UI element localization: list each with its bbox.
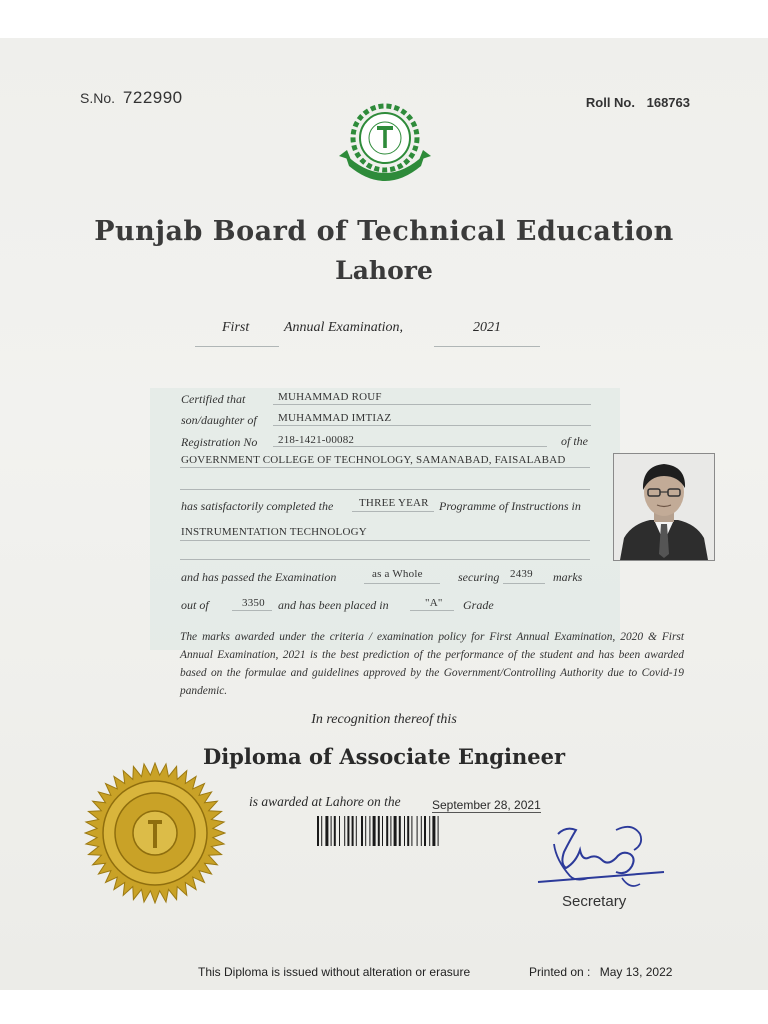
secretary-label: Secretary [562, 893, 627, 910]
printed-on-label: Printed on : [529, 965, 591, 979]
certified-label: Certified that [181, 392, 246, 406]
board-logo-icon [337, 100, 433, 184]
serial-number-label: S.No. [80, 90, 116, 106]
marks-label: marks [553, 570, 583, 584]
student-name-line [273, 404, 591, 405]
programme-duration: THREE YEAR [359, 497, 429, 509]
exam-year-line [434, 346, 540, 347]
roll-number [586, 95, 690, 110]
institution-line-2 [180, 489, 590, 490]
award-date: September 28, 2021 [432, 798, 541, 812]
completed-label: has satisfactorily completed the [181, 499, 334, 513]
programme-label: Programme of Instructions in [439, 499, 581, 513]
registration-label: Registration No [181, 435, 258, 449]
registration-line [273, 446, 547, 447]
passed-as: as a Whole [372, 568, 423, 580]
marks-obtained-line [503, 583, 545, 584]
grade-value: "A" [425, 597, 443, 609]
total-marks-line [232, 610, 272, 611]
institution-name: GOVERNMENT COLLEGE OF TECHNOLOGY, SAMANABAD, FAISALABAD [181, 454, 566, 466]
registration-number: 218-1421-00082 [278, 434, 355, 446]
programme-duration-line [352, 511, 434, 512]
total-marks: 3350 [242, 597, 265, 609]
board-city: Lahore [335, 256, 433, 285]
grade-line [410, 610, 454, 611]
student-photo [613, 453, 715, 561]
exam-sitting-line [195, 346, 279, 347]
student-name: MUHAMMAD ROUF [278, 391, 382, 403]
diploma-title: Diploma of Associate Engineer [202, 744, 566, 769]
exam-sitting: First [222, 320, 250, 335]
passed-label: and has passed the Examination [181, 570, 337, 584]
technology-line [180, 540, 590, 541]
award-label: is awarded at Lahore on the [249, 794, 401, 809]
exam-year: 2021 [473, 320, 501, 335]
board-title: Punjab Board of Technical Education [94, 216, 674, 247]
printed-on-date: May 13, 2022 [599, 965, 673, 979]
parent-name-line [273, 425, 591, 426]
placed-label: and has been placed in [278, 598, 389, 612]
exam-type: Annual Examination, [284, 320, 403, 335]
footer-notice: This Diploma is issued without alteration or erasure [198, 965, 471, 979]
barcode-icon [317, 816, 477, 846]
roll-number-label: Roll No. [585, 95, 635, 110]
roll-number-value: 168763 [646, 95, 690, 110]
technology-line-2 [180, 559, 590, 560]
out-of-label: out of [181, 598, 209, 612]
signature-icon [536, 820, 668, 904]
parent-label: son/daughter of [181, 413, 257, 427]
student-photo-icon [614, 454, 714, 560]
of-the-label: of the [561, 434, 588, 448]
passed-as-line [364, 583, 440, 584]
printed-on [529, 965, 672, 979]
covid-note: The marks awarded under the criteria / examination policy for First Annual Examination, 2020 & First Annual Examination, 2021 is the best prediction of the performance of the student and has been awarded based on the formulae and guidelines approved by the Government/Controlling Authority due to Covid-19 pandemic. [180, 631, 684, 697]
gold-seal-icon [84, 762, 226, 904]
grade-label: Grade [463, 598, 494, 612]
serial-number [80, 88, 183, 108]
recognition-text: In recognition thereof this [311, 712, 457, 727]
securing-label: securing [458, 570, 500, 584]
marks-obtained: 2439 [510, 568, 533, 580]
serial-number-value: 722990 [122, 88, 183, 107]
institution-line [180, 467, 590, 468]
technology-name: INSTRUMENTATION TECHNOLOGY [181, 526, 367, 538]
parent-name: MUHAMMAD IMTIAZ [278, 412, 392, 424]
